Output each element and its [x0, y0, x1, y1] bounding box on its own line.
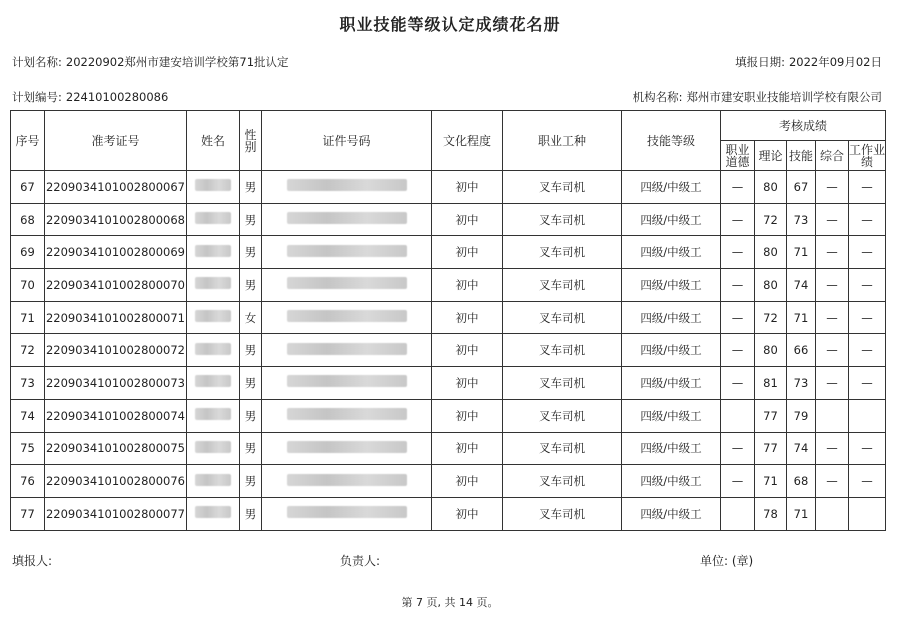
- education-cell: 初中: [432, 367, 503, 400]
- ethics-cell: —: [721, 465, 755, 498]
- id-number-cell: [262, 367, 432, 400]
- level-cell: 四级/中级工: [622, 367, 721, 400]
- skill-score-cell: 71: [787, 497, 816, 530]
- work-cell: —: [849, 203, 886, 236]
- id-number-cell: [262, 203, 432, 236]
- gender-cell: 男: [240, 399, 262, 432]
- job-cell: 叉车司机: [503, 367, 622, 400]
- skill-score-cell: 66: [787, 334, 816, 367]
- exam-number-cell: 2209034101002800070: [45, 269, 187, 302]
- education-cell: 初中: [432, 203, 503, 236]
- redacted-name: [195, 441, 231, 453]
- job-cell: 叉车司机: [503, 203, 622, 236]
- work-cell: [849, 497, 886, 530]
- job-cell: 叉车司机: [503, 399, 622, 432]
- gender-cell: 男: [240, 497, 262, 530]
- header-education: 文化程度: [432, 111, 503, 171]
- redacted-id-number: [287, 179, 407, 191]
- header-work: 工作业绩: [849, 142, 886, 169]
- table-row: [11, 399, 886, 432]
- redacted-id-number: [287, 474, 407, 486]
- header-exam-number: 准考证号: [45, 111, 187, 171]
- ethics-cell: —: [721, 334, 755, 367]
- theory-score-cell: 80: [755, 269, 787, 302]
- seq-cell: 73: [11, 367, 45, 400]
- level-cell: 四级/中级工: [622, 334, 721, 367]
- exam-number-cell: 2209034101002800071: [45, 301, 187, 334]
- page-info: 第 7 页, 共 14 页。: [401, 596, 499, 609]
- fill-date-row: [735, 54, 882, 70]
- level-cell: 四级/中级工: [622, 465, 721, 498]
- page-title: 职业技能等级认定成绩花名册: [339, 15, 561, 34]
- ethics-cell: —: [721, 171, 755, 204]
- exam-number-cell: 2209034101002800075: [45, 432, 187, 465]
- gender-cell: 男: [240, 367, 262, 400]
- roster-body: [11, 171, 886, 531]
- education-cell: 初中: [432, 269, 503, 302]
- skill-score-cell: 71: [787, 236, 816, 269]
- header-name: 姓名: [187, 111, 240, 171]
- job-cell: 叉车司机: [503, 171, 622, 204]
- header-theory: 理论: [755, 141, 787, 171]
- gender-cell: 女: [240, 301, 262, 334]
- redacted-id-number: [287, 506, 407, 518]
- fill-date-label: 填报日期:: [735, 55, 785, 69]
- redacted-id-number: [287, 343, 407, 355]
- skill-score-cell: 73: [787, 367, 816, 400]
- id-number-cell: [262, 334, 432, 367]
- work-cell: —: [849, 367, 886, 400]
- skill-score-cell: 73: [787, 203, 816, 236]
- work-cell: —: [849, 236, 886, 269]
- skill-score-cell: 79: [787, 399, 816, 432]
- table-row: [11, 203, 886, 236]
- theory-score-cell: 72: [755, 301, 787, 334]
- table-row: [11, 269, 886, 302]
- overall-cell: —: [816, 465, 849, 498]
- theory-score-cell: 80: [755, 334, 787, 367]
- ethics-cell: —: [721, 269, 755, 302]
- seq-cell: 70: [11, 269, 45, 302]
- plan-name-label: 计划名称:: [12, 55, 62, 69]
- header-gender: 性别: [240, 111, 262, 171]
- redacted-name: [195, 179, 231, 191]
- work-cell: —: [849, 432, 886, 465]
- theory-score-cell: 78: [755, 497, 787, 530]
- redacted-id-number: [287, 441, 407, 453]
- level-cell: 四级/中级工: [622, 269, 721, 302]
- education-cell: 初中: [432, 171, 503, 204]
- header-seq: 序号: [11, 111, 45, 171]
- redacted-id-number: [287, 408, 407, 420]
- header-scores: 考核成绩: [721, 111, 886, 141]
- table-row: [11, 432, 886, 465]
- organization-row: [633, 89, 882, 105]
- header-id-number: 证件号码: [262, 111, 432, 171]
- skill-score-cell: 68: [787, 465, 816, 498]
- education-cell: 初中: [432, 497, 503, 530]
- job-cell: 叉车司机: [503, 334, 622, 367]
- exam-number-cell: 2209034101002800069: [45, 236, 187, 269]
- header-ethics: 职业道德: [721, 141, 755, 171]
- overall-cell: —: [816, 334, 849, 367]
- overall-cell: [816, 497, 849, 530]
- id-number-cell: [262, 465, 432, 498]
- theory-score-cell: 80: [755, 171, 787, 204]
- header-overall: 综合: [816, 141, 849, 171]
- skill-score-cell: 74: [787, 432, 816, 465]
- redacted-name: [195, 310, 231, 322]
- job-cell: 叉车司机: [503, 269, 622, 302]
- id-number-cell: [262, 432, 432, 465]
- gender-cell: 男: [240, 465, 262, 498]
- redacted-name: [195, 506, 231, 518]
- seq-cell: 69: [11, 236, 45, 269]
- gender-cell: 男: [240, 203, 262, 236]
- redacted-name: [195, 474, 231, 486]
- seq-cell: 75: [11, 432, 45, 465]
- name-cell: [187, 399, 240, 432]
- name-cell: [187, 203, 240, 236]
- ethics-cell: [721, 399, 755, 432]
- ethics-cell: —: [721, 301, 755, 334]
- seq-cell: 68: [11, 203, 45, 236]
- gender-cell: 男: [240, 236, 262, 269]
- overall-cell: —: [816, 432, 849, 465]
- seq-cell: 74: [11, 399, 45, 432]
- level-cell: 四级/中级工: [622, 497, 721, 530]
- job-cell: 叉车司机: [503, 432, 622, 465]
- level-cell: 四级/中级工: [622, 399, 721, 432]
- exam-number-cell: 2209034101002800074: [45, 399, 187, 432]
- redacted-id-number: [287, 277, 407, 289]
- theory-score-cell: 81: [755, 367, 787, 400]
- header-level: 技能等级: [622, 111, 721, 171]
- name-cell: [187, 236, 240, 269]
- overall-cell: —: [816, 367, 849, 400]
- name-cell: [187, 269, 240, 302]
- exam-number-cell: 2209034101002800068: [45, 203, 187, 236]
- work-cell: —: [849, 301, 886, 334]
- name-cell: [187, 334, 240, 367]
- score-roster-table: [10, 110, 886, 531]
- fill-date-value: 2022年09月02日: [788, 55, 882, 69]
- overall-cell: [816, 399, 849, 432]
- name-cell: [187, 171, 240, 204]
- education-cell: 初中: [432, 334, 503, 367]
- seq-cell: 72: [11, 334, 45, 367]
- exam-number-cell: 220903410100280006​7: [45, 171, 187, 204]
- ethics-cell: —: [721, 236, 755, 269]
- level-cell: 四级/中级工: [622, 301, 721, 334]
- education-cell: 初中: [432, 399, 503, 432]
- exam-number-cell: 2209034101002800072: [45, 334, 187, 367]
- education-cell: 初中: [432, 236, 503, 269]
- ethics-cell: —: [721, 432, 755, 465]
- theory-score-cell: 77: [755, 432, 787, 465]
- level-cell: 四级/中级工: [622, 236, 721, 269]
- education-cell: 初中: [432, 301, 503, 334]
- gender-cell: 男: [240, 269, 262, 302]
- exam-number-cell: 2209034101002800073: [45, 367, 187, 400]
- level-cell: 四级/中级工: [622, 171, 721, 204]
- education-cell: 初中: [432, 465, 503, 498]
- plan-number-row: [12, 89, 168, 105]
- work-cell: [849, 399, 886, 432]
- redacted-name: [195, 277, 231, 289]
- plan-number-label: 计划编号:: [12, 90, 62, 104]
- job-cell: 叉车司机: [503, 497, 622, 530]
- job-cell: 叉车司机: [503, 236, 622, 269]
- overall-cell: —: [816, 203, 849, 236]
- table-row: [11, 301, 886, 334]
- redacted-name: [195, 343, 231, 355]
- owner-label: 负责人:: [340, 554, 381, 568]
- id-number-cell: [262, 497, 432, 530]
- name-cell: [187, 497, 240, 530]
- id-number-cell: [262, 236, 432, 269]
- filler-label: 填报人:: [12, 554, 53, 568]
- overall-cell: —: [816, 301, 849, 334]
- redacted-id-number: [287, 245, 407, 257]
- overall-cell: —: [816, 236, 849, 269]
- organization-label: 机构名称:: [632, 90, 683, 104]
- seq-cell: 67: [11, 171, 45, 204]
- theory-score-cell: 80: [755, 236, 787, 269]
- name-cell: [187, 367, 240, 400]
- redacted-name: [195, 212, 231, 224]
- work-cell: —: [849, 171, 886, 204]
- table-row: [11, 236, 886, 269]
- work-cell: —: [849, 269, 886, 302]
- plan-name-row: [12, 54, 289, 70]
- id-number-cell: [262, 171, 432, 204]
- gender-cell: 男: [240, 432, 262, 465]
- ethics-cell: —: [721, 367, 755, 400]
- table-row: [11, 334, 886, 367]
- redacted-id-number: [287, 375, 407, 387]
- name-cell: [187, 465, 240, 498]
- table-row: [11, 497, 886, 530]
- id-number-cell: [262, 301, 432, 334]
- redacted-name: [195, 245, 231, 257]
- header-skill: 技能: [787, 141, 816, 171]
- redacted-id-number: [287, 310, 407, 322]
- ethics-cell: [721, 497, 755, 530]
- id-number-cell: [262, 399, 432, 432]
- skill-score-cell: 74: [787, 269, 816, 302]
- id-number-cell: [262, 269, 432, 302]
- exam-number-cell: 2209034101002800077: [45, 497, 187, 530]
- plan-number-value: 22410100280086: [65, 90, 169, 104]
- level-cell: 四级/中级工: [622, 203, 721, 236]
- seq-cell: 71: [11, 301, 45, 334]
- overall-cell: —: [816, 269, 849, 302]
- table-row: [11, 367, 886, 400]
- education-cell: 初中: [432, 432, 503, 465]
- ethics-cell: —: [721, 203, 755, 236]
- gender-cell: 男: [240, 171, 262, 204]
- work-cell: —: [849, 465, 886, 498]
- overall-cell: —: [816, 171, 849, 204]
- work-cell: —: [849, 334, 886, 367]
- exam-number-cell: 2209034101002800076: [45, 465, 187, 498]
- job-cell: 叉车司机: [503, 465, 622, 498]
- theory-score-cell: 71: [755, 465, 787, 498]
- unit-stamp-label: 单位: (章): [700, 554, 754, 568]
- name-cell: [187, 432, 240, 465]
- seq-cell: 77: [11, 497, 45, 530]
- redacted-name: [195, 375, 231, 387]
- organization-value: 郑州市建安职业技能培训学校有限公司: [686, 90, 882, 104]
- job-cell: 叉车司机: [503, 301, 622, 334]
- theory-score-cell: 77: [755, 399, 787, 432]
- redacted-name: [195, 408, 231, 420]
- skill-score-cell: 71: [787, 301, 816, 334]
- table-row: [11, 171, 886, 204]
- name-cell: [187, 301, 240, 334]
- redacted-id-number: [287, 212, 407, 224]
- plan-name-value: 20220902郑州市建安培训学校第71批认定: [65, 55, 289, 69]
- header-job: 职业工种: [503, 111, 622, 171]
- skill-score-cell: 67: [787, 171, 816, 204]
- gender-cell: 男: [240, 334, 262, 367]
- seq-cell: 76: [11, 465, 45, 498]
- level-cell: 四级/中级工: [622, 432, 721, 465]
- theory-score-cell: 72: [755, 203, 787, 236]
- table-row: [11, 465, 886, 498]
